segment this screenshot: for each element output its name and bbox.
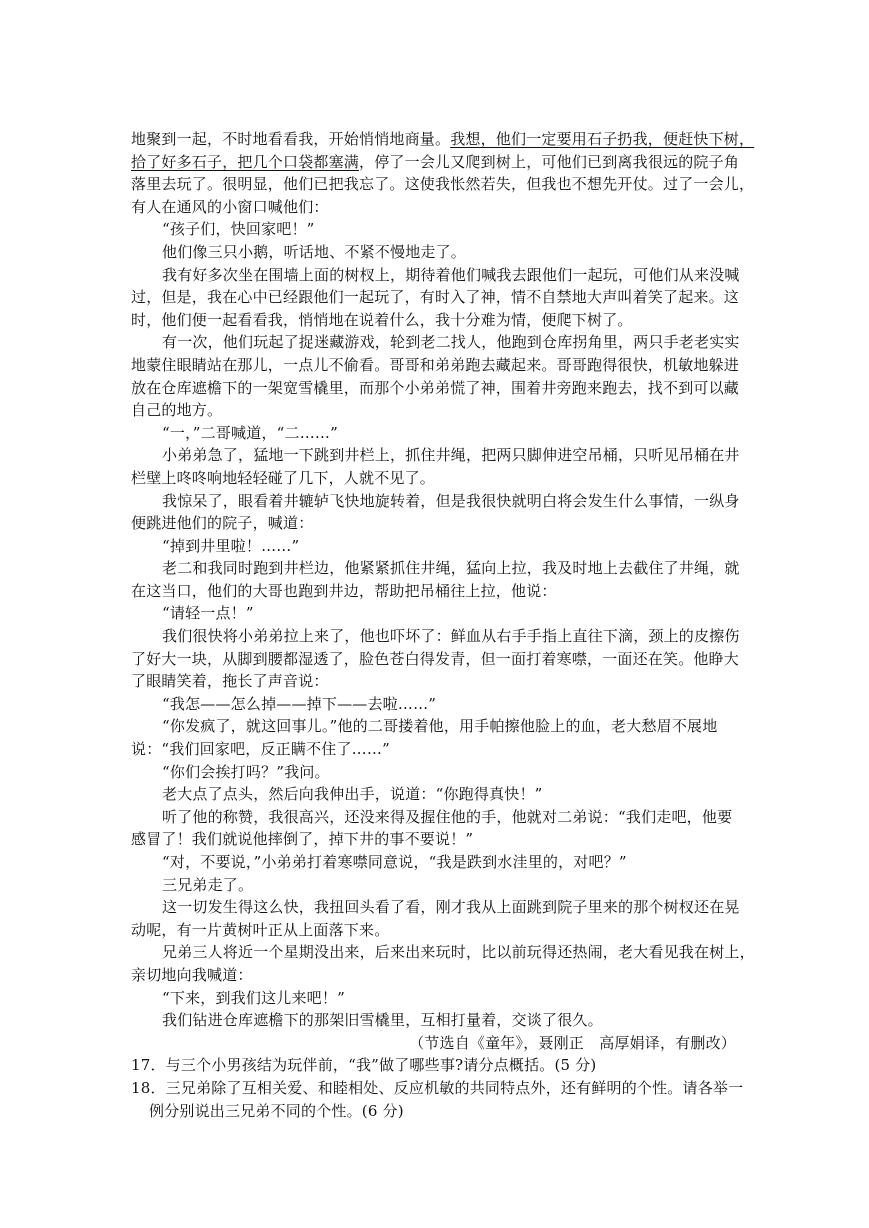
text-segment: 过，但是，我在心中已经跟他们一起玩了，有时入了神，情不自禁地大声叫着笑了起来。这 [131, 288, 740, 307]
text-line [131, 535, 738, 558]
text-segment: “一，”二哥喊道，“二……” [162, 423, 338, 442]
text-segment: 我惊呆了，眼看着井辘轳飞快地旋转着，但是我很快就明白将会发生什么事情，一纵身 [162, 491, 740, 510]
text-segment: “下来，到我们这儿来吧！” [162, 988, 345, 1007]
text-line [131, 354, 738, 377]
text-line [131, 331, 738, 354]
text-line [131, 422, 738, 445]
text-segment: 了眼睛笑着，拖长了声音说： [131, 672, 329, 691]
text-segment: 小弟弟急了，猛地一下跳到井栏上，抓住井绳，把两只脚伸进空吊桶，只听见吊桶在井 [162, 446, 740, 465]
text-line [131, 1077, 744, 1100]
text-segment: 有一次，他们玩起了捉迷藏游戏，轮到老二找人，他跑到仓库拐角里，两只手老老实实 [162, 333, 740, 352]
text-line [131, 625, 738, 648]
text-line [131, 1009, 738, 1032]
text-line [131, 264, 738, 287]
text-line [131, 715, 738, 738]
text-segment: 老二和我同时跑到井栏边，他紧紧抓住井绳，猛向上拉，我及时地上去截住了井绳，就 [162, 559, 740, 578]
text-segment: 我们钻进仓库遮檐下的那架旧雪橇里，互相打量着，交谈了很久。 [162, 1011, 603, 1030]
text-line [131, 987, 738, 1010]
text-segment: 落里去玩了。很明显，他们已把我忘了。这使我怅然若失，但我也不想先开仗。过了一会儿， [131, 175, 755, 194]
text-line [131, 557, 738, 580]
text-segment: 感冒了！我们就说他摔倒了，掉下井的事不要说！” [131, 830, 474, 849]
text-line [131, 1100, 738, 1123]
text-segment: 我有好多次坐在围墙上面的树杈上，期待着他们喊我去跟他们一起玩，可他们从来没喊 [162, 265, 740, 284]
text-segment: 在这当口，他们的大哥也跑到井边，帮助把吊桶往上拉，他说： [131, 581, 557, 600]
text-segment: 了好大一块，从脚到腰都湿透了，脸色苍白得发青，但一面打着寒噤，一面还在笑。他睁大 [131, 649, 740, 668]
text-line [131, 941, 755, 964]
text-segment: “孩子们，快回家吧！” [162, 220, 315, 239]
text-line [131, 218, 738, 241]
text-line [131, 806, 738, 829]
text-segment: 这一切发生得这么快，我扭回头看了看，刚才我从上面跳到院子里来的那个树杈还在晃 [162, 898, 740, 917]
text-segment: 亲切地向我喊道： [131, 965, 253, 984]
text-segment: “你发疯了，就这回事儿。”他的二哥搂着他，用手帕擦他脸上的血，老大愁眉不展地 [162, 717, 718, 736]
text-segment: “你们会挨打吗？”我问。 [162, 762, 330, 781]
text-line [131, 490, 738, 513]
text-segment: 例分别说出三兄弟不同的个性。(6 分) [149, 1101, 404, 1120]
text-segment: “对，不要说，”小弟弟打着寒噤同意说，“我是跌到水洼里的，对吧？” [162, 853, 627, 871]
text-segment: ，停了一会儿又爬到树上，可他们已到离我很远的院子角 [359, 152, 740, 171]
text-line [131, 241, 738, 264]
text-line [131, 128, 755, 151]
text-line [131, 151, 738, 174]
text-line [131, 444, 738, 467]
text-segment: 地聚到一起，不时地看看我，开始悄悄地商量。 [131, 130, 451, 148]
text-segment: 听了他的称赞，我很高兴，还没来得及握住他的手，他就对二弟说：“我们走吧，他要 [162, 807, 733, 826]
text-segment: 便跳进他们的院子，喊道： [131, 514, 314, 533]
text-line [131, 1054, 738, 1077]
text-segment: 地蒙住眼睛站在那儿，一点儿不偷看。哥哥和弟弟跑去藏起来。哥哥跑得很快，机敏地躲进 [131, 355, 740, 374]
text-segment: 栏壁上咚咚响地轻轻碰了几下，人就不见了。 [131, 468, 436, 487]
text-line [131, 648, 738, 671]
text-segment: 我们很快将小弟弟拉上来了，他也吓坏了：鲜血从右手手指上直往下滴，颈上的皮擦伤 [162, 627, 740, 646]
text-segment: 说：“我们回家吧，反正瞒不住了……” [131, 740, 390, 759]
text-segment: 兄弟三人将近一个星期没出来，后来出来玩时，比以前玩得还热闹，老大看见我在树上， [162, 943, 755, 962]
text-segment: “掉到井里啦！……” [162, 536, 300, 555]
text-line [131, 173, 755, 196]
text-line [131, 467, 738, 490]
text-line [131, 919, 738, 942]
text-line [131, 896, 738, 919]
text-segment: 时，他们便一起看看我，悄悄地在说着什么，我十分难为情，便爬下树了。 [131, 310, 633, 329]
text-line [131, 512, 738, 535]
text-line [131, 964, 738, 987]
text-segment: 放在仓库遮檐下的一架宽雪橇里，而那个小弟弟慌了神，围着井旁跑来跑去，找不到可以藏 [131, 378, 740, 397]
text-segment: “请轻一点！” [162, 604, 254, 623]
text-segment: 他们像三只小鹅，听话地、不紧不慢地走了。 [162, 242, 467, 261]
text-line [131, 196, 738, 219]
text-segment: 18．三兄弟除了互相关爱、和睦相处、反应机敏的共同特点外，还有鲜明的个性。请各举一 [131, 1078, 744, 1097]
text-line [131, 580, 738, 603]
text-line [131, 1032, 738, 1055]
text-line [131, 670, 738, 693]
text-line [131, 738, 738, 761]
text-segment: 自己的地方。 [131, 401, 223, 420]
text-segment: 有人在通风的小窗口喊他们： [131, 197, 329, 216]
text-line [131, 693, 738, 716]
text-segment: 17．与三个小男孩结为玩伴前，“我”做了哪些事?请分点概括。(5 分) [131, 1056, 597, 1075]
text-line [131, 783, 738, 806]
text-line [131, 399, 738, 422]
text-line [131, 851, 738, 874]
text-segment: 三兄弟走了。 [162, 875, 254, 894]
text-line [131, 828, 738, 851]
text-line [131, 309, 738, 332]
text-line [131, 286, 738, 309]
text-segment: （节选自《童年》，聂刚正 高厚娟译，有删改） [409, 1033, 736, 1052]
passage-text [131, 128, 755, 1122]
text-line [131, 377, 738, 400]
text-line [131, 602, 738, 625]
text-line [131, 761, 738, 784]
text-segment: 动呢，有一片黄树叶正从上面落下来。 [131, 920, 390, 939]
text-line [131, 874, 738, 897]
text-segment: 老大点了点头，然后向我伸出手，说道：“你跑得真快！” [162, 785, 543, 804]
text-segment: “我怎——怎么掉——掉下——去啦……” [162, 694, 437, 713]
underlined-text: 拾了好多石子，把几个口袋都塞满 [131, 152, 360, 171]
underlined-text: 我想，他们一定要用石子扔我，便赶快下树， [450, 130, 755, 148]
